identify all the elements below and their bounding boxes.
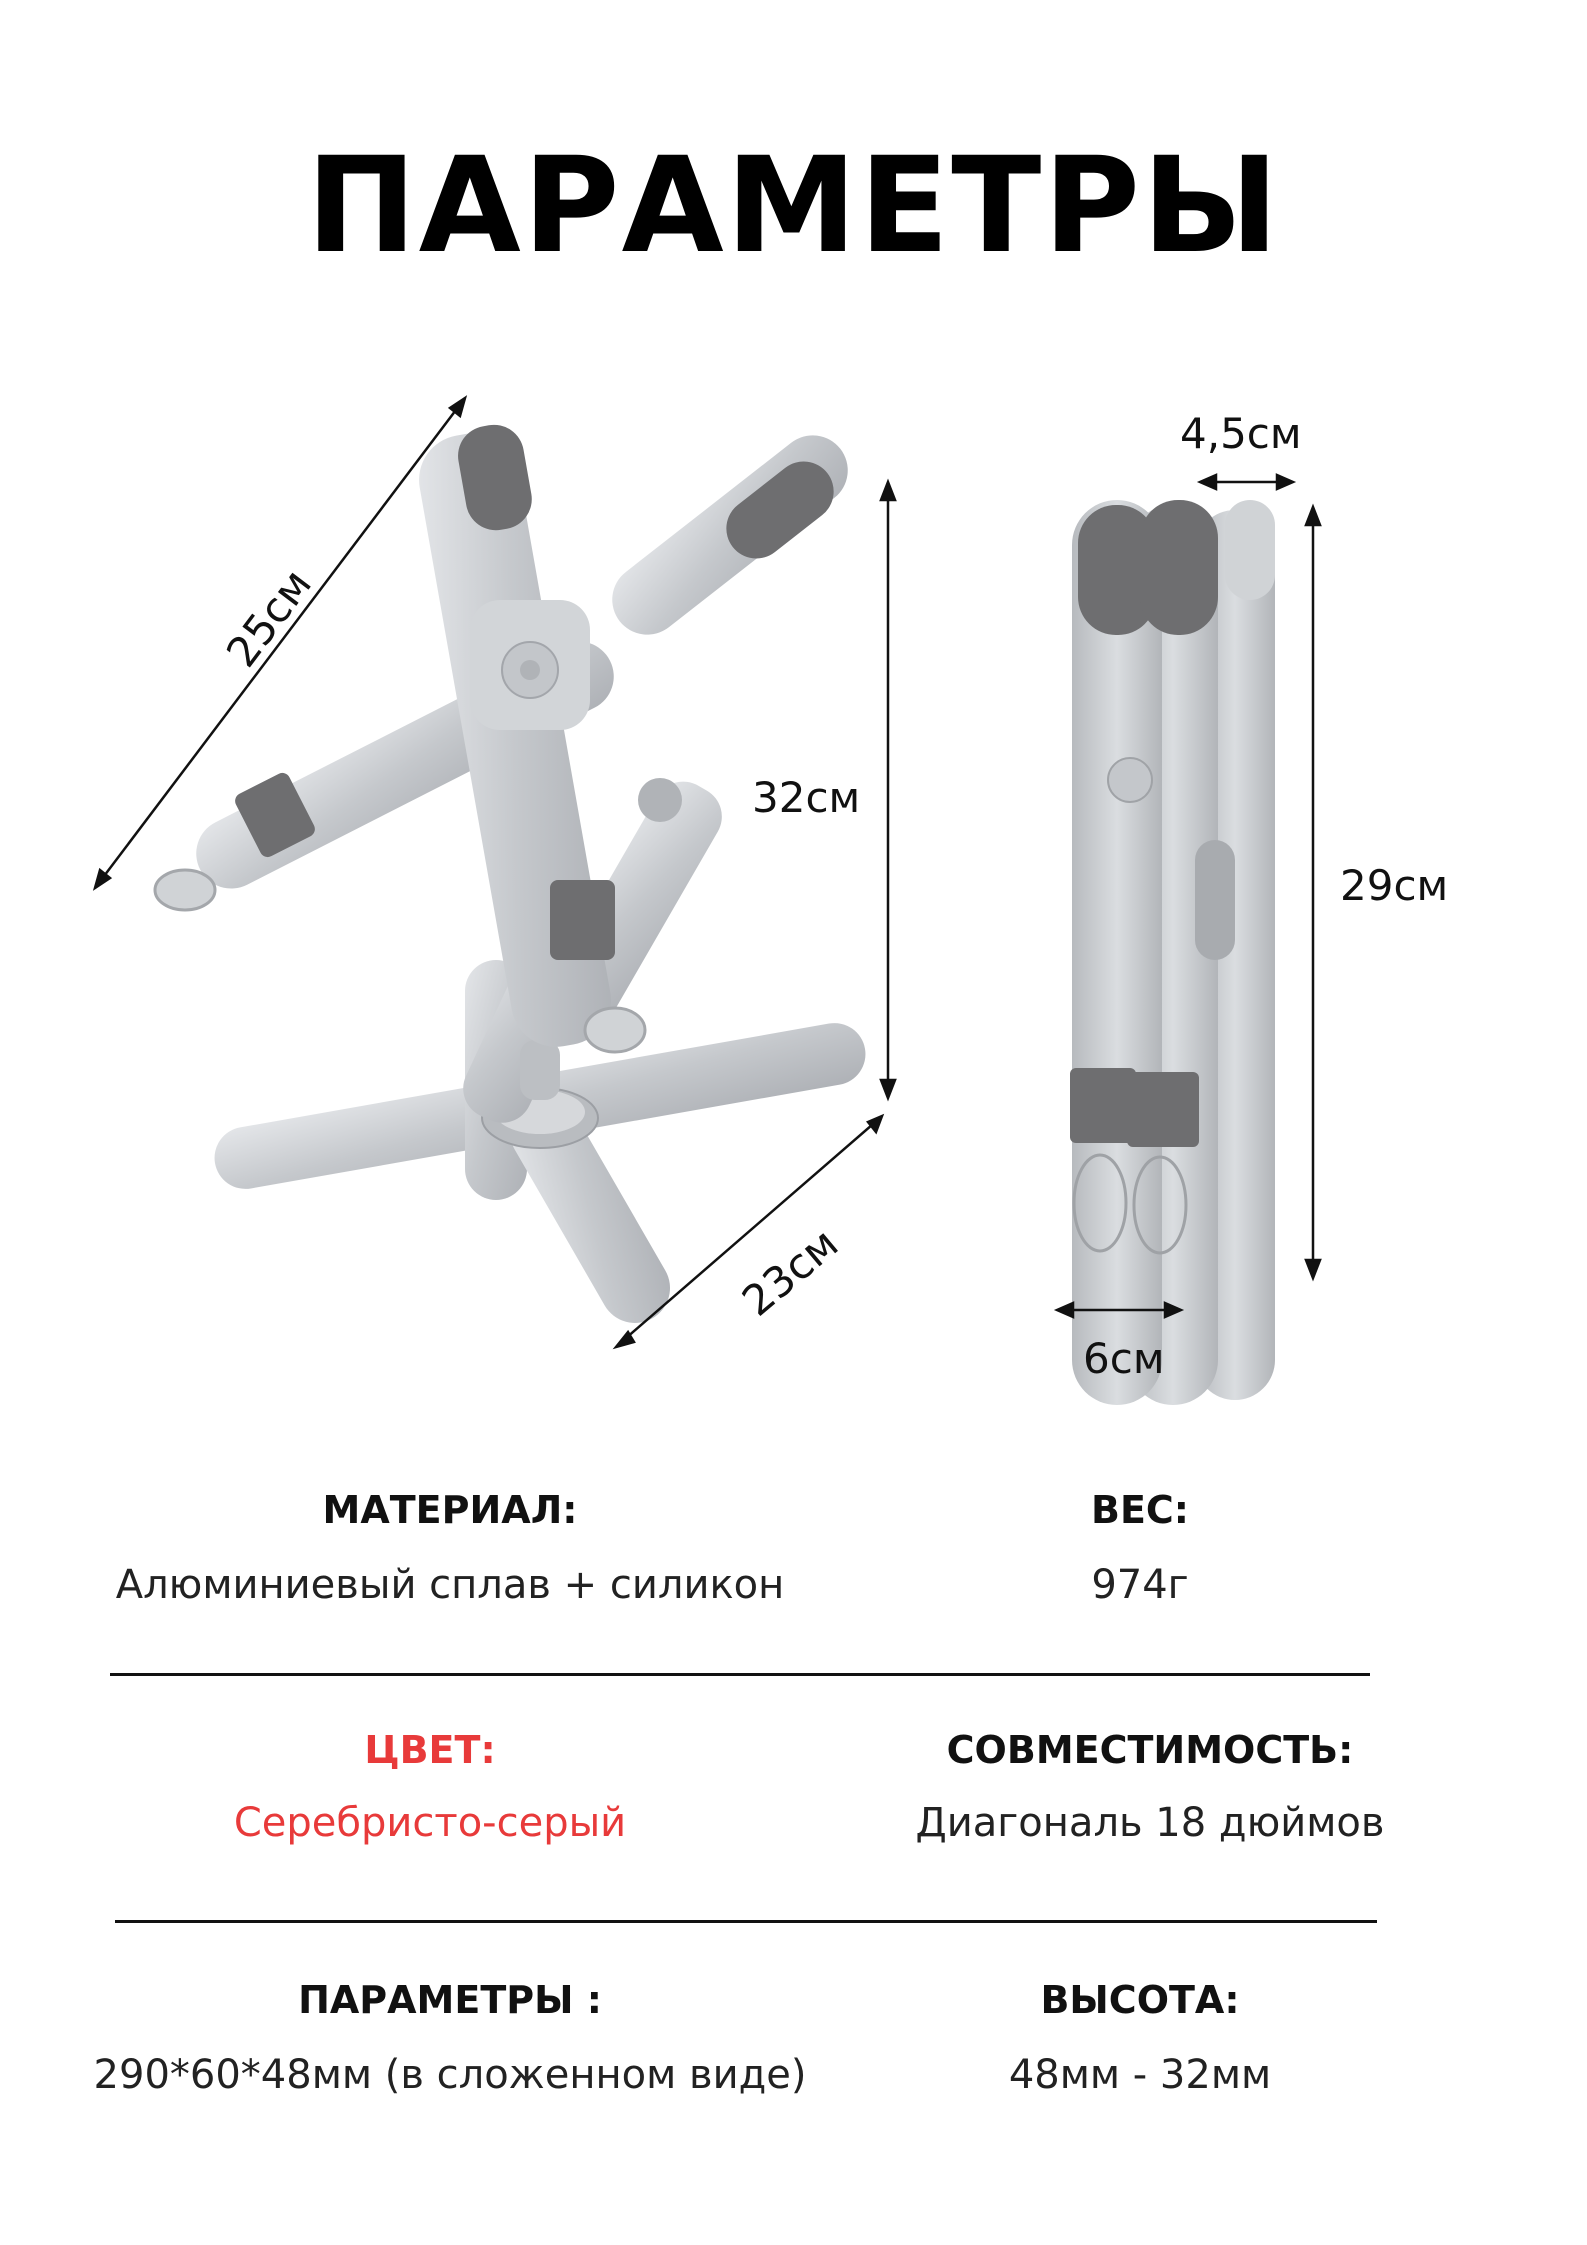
divider-2 [115, 1920, 1377, 1923]
folded-top-width-label: 4,5см [1180, 409, 1302, 458]
divider-1 [110, 1673, 1370, 1676]
length-open-label: 25см [216, 560, 322, 677]
folded-height-label: 29см [1340, 861, 1449, 910]
product-diagram [0, 370, 1587, 1410]
page-title: ПАРАМЕТРЫ [306, 129, 1281, 283]
open-stand-image [155, 420, 870, 1336]
params-value: 290*60*48мм (в сложенном виде) [93, 2052, 807, 2098]
folded-bottom-width-label: 6см [1083, 1334, 1165, 1383]
compat-value: Диагональ 18 дюймов [915, 1800, 1385, 1846]
folded-stand-image [1070, 500, 1275, 1405]
base-span-label: 23см [732, 1218, 848, 1326]
params-label: ПАРАМЕТРЫ : [298, 1978, 602, 2022]
color-value: Серебристо-серый [233, 1800, 627, 1846]
material-label: МАТЕРИАЛ: [322, 1488, 578, 1532]
height-open-label: 32см [752, 773, 861, 822]
material-value: Алюминиевый сплав + силикон [115, 1562, 785, 1608]
color-label: ЦВЕТ: [364, 1728, 496, 1772]
height-value: 48мм - 32мм [1008, 2052, 1272, 2098]
height-label: ВЫСОТА: [1040, 1978, 1240, 2022]
compat-label: СОВМЕСТИМОСТЬ: [946, 1728, 1354, 1772]
weight-label: ВЕС: [1090, 1488, 1189, 1532]
weight-value: 974г [1091, 1562, 1189, 1608]
